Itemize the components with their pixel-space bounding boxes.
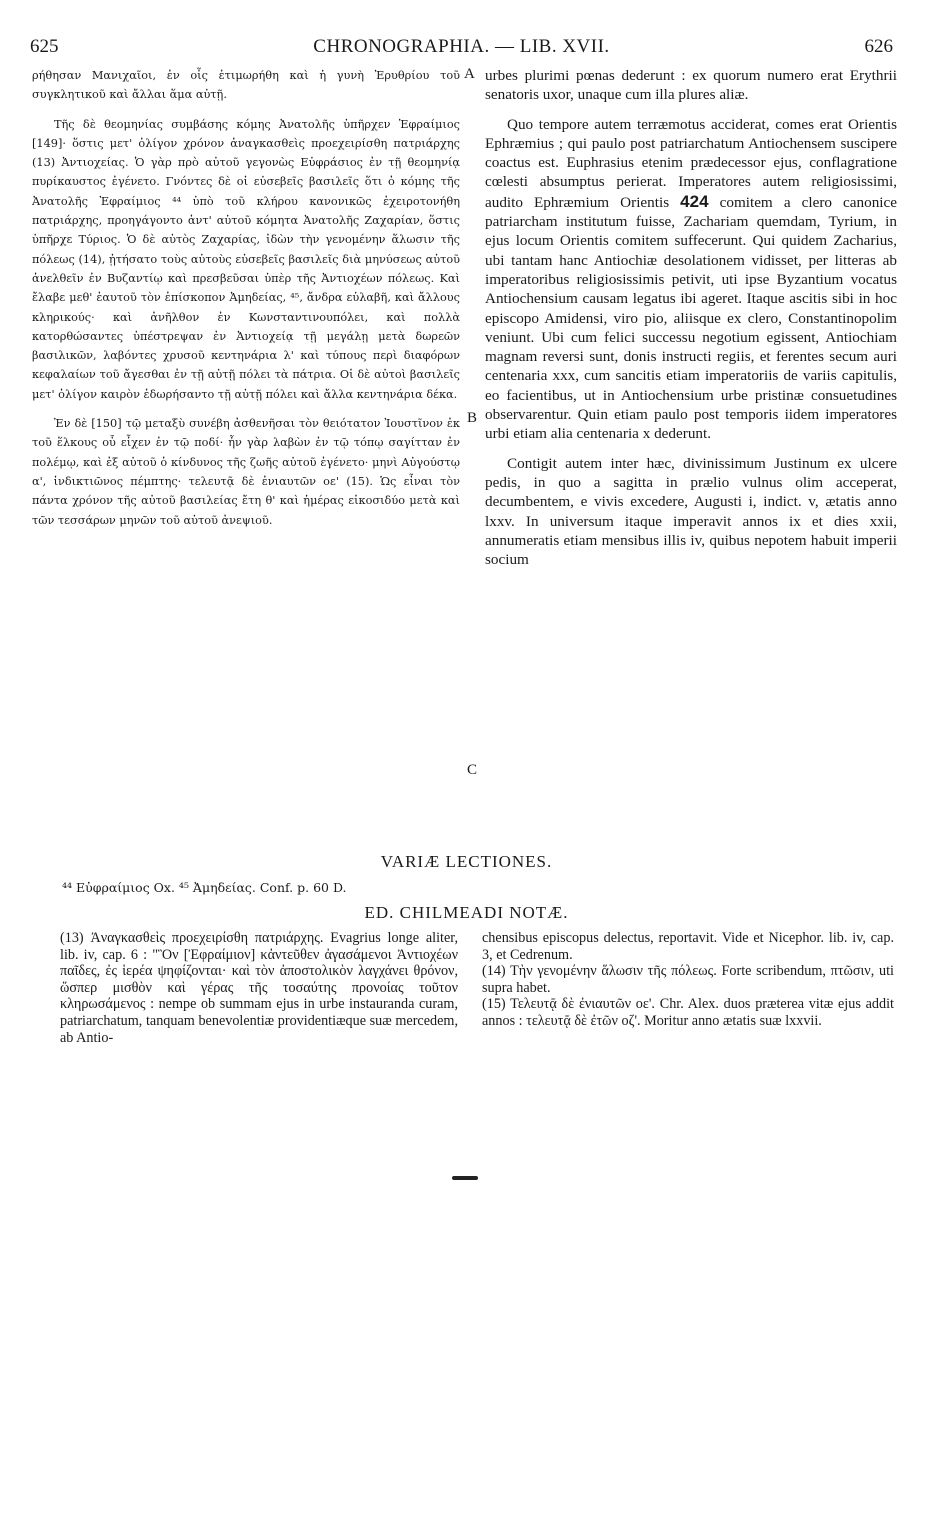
greek-text-column bbox=[32, 66, 460, 540]
running-title: CHRONOGRAPHIA. — LIB. XVII. bbox=[313, 36, 610, 57]
notes-right-column bbox=[482, 930, 894, 1030]
margin-marker-b: B bbox=[467, 410, 478, 426]
margin-marker-c: C bbox=[467, 762, 478, 778]
latin-paragraph-2-start: Quo tempore autem terræmotus acciderat, comes erat Orientis Ephræmius ; qui paulo post patriarchatum Antiochensem suscipere coactus est. Euphrasius etenim prædecessor ejus, conflagratione cœlesti absumptus perierat. Imperatores autem religiosissimi, audito Ephræmium Orientis bbox=[485, 115, 897, 211]
chilmeadi-notae-title: ED. CHILMEADI NOTÆ. bbox=[364, 903, 569, 922]
greek-paragraph-2: Τῆς δὲ θεομηνίας συμβάσης κόμης Ἀνατολῆς ὑπῆρχεν Ἐφραίμιος [149]· ὅστις μετ' ὀλίγον χρόνον ἀναγκασθεὶς προεχειρίσθη πατριάρχης (13) Ἀντιοχείας. Ὁ γὰρ πρὸ αὐτοῦ γεγονὼς Εὐφράσιος ἐν τῇ θεομηνίᾳ πυρίκαυστος ἐγένετο. Γνόντες δὲ οἱ εὐσεβεῖς βασιλεῖς ὅτι ὁ κόμης τῆς Ἀνατολῆς Ἐφραίμιος ⁴⁴ ὑπὸ τοῦ κλήρου κανονικῶς ἐχειροτονήθη πατριάρχης, προηγάγοντο ἀντ' αὐτοῦ κόμητα Ἀνατολῆς Ζαχαρίαν, ὅστις ὑπῆρχε Τύριος. Ὁ δὲ αὐτὸς Ζαχαρίας, ἰδὼν τὴν γενομένην ἅλωσιν τῆς πόλεως (14), ᾐτήσατο τοὺς αὐτοὺς εὐσεβεῖς βασιλεῖς διὰ μηνύσεως αὐτοῦ ἀνελθεῖν ἐν Βυζαντίῳ καὶ πρεσβεῦσαι ὑπὲρ τῆς Ἀντιοχέων πόλεως. Καὶ ἔλαβε μεθ' ἑαυτοῦ τὸν ἐπίσκοπον Ἀμηδείας, ⁴⁵, ἄνδρα εὐλαβῆ, καὶ ἄλλους κληρικούς· καὶ ἀνῆλθον ἐν Κωνσταντινουπόλει, καὶ πολλὰ κατορθώσαντες ὑπέστρεψαν ἐν Ἀντιοχείᾳ τῇ μεγάλῃ μετὰ δωρεῶν βασιλικῶν, λαβόντες χρυσοῦ κεντηνάρια λ' καὶ τύπους περὶ διαφόρων κεφαλαίων τοῦ ἄγεσθαι ἐν τῇ αὐτῇ πόλει τὰ πάτρια. Οἱ δὲ αὐτοὶ βασιλεῖς μετ' ὀλίγον καιρὸν ἐδωρήσαντο τῇ αὐτῇ πόλει καὶ ἄλλα κεντηνάρια δέκα. bbox=[32, 117, 460, 401]
latin-text-column bbox=[485, 66, 897, 579]
latin-paragraph-1: urbes plurimi pœnas dederunt : ex quorum numero erat Erythrii senatoris uxor, unaque cum illa plures aliæ. bbox=[485, 67, 897, 104]
notes-left-column bbox=[60, 930, 458, 1046]
note-13: (13) Ἀναγκασθεὶς προεχειρίσθη πατριάρχης. Evagrius longe aliter, lib. iv, cap. 6 : "Ὃν [Ἐφραίμιον] κἀντεῦθεν ἀγασάμενοι Ἀντιοχέων παῖδες, ἐς ἱερέα ψηφίζονται· καὶ τὸν ἀποστολικὸν λαγχάνει θρόνον, ὥσπερ μισθὸν καὶ γέρας τῆς τοσαύτης προνοίας τοῦτον κληρωσάμενος : nempe ob summam ejus in urbe instauranda curam, patriarchatum, tanquam benevolentiæ providentiæque suæ mercedem, ab Antio- bbox=[60, 930, 458, 1046]
latin-paragraph-3: Contigit autem inter hæc, divinissimum Justinum ex ulcere pedis, in quo a sagitta in prælio vulnus olim acceperat, decumbentem, e vivis excedere, Augusti i, indict. v, ætatis anno lxxv. In universum itaque imperavit annos ix et dies xxii, annumeratis etiam mensibus illis iv, quibus nepotem habuit imperii socium bbox=[485, 454, 897, 569]
note-15: (15) Τελευτᾷ δὲ ἐνιαυτῶν οε'. Chr. Alex. duos præterea vitæ ejus addit annos : τελευτᾷ δὲ ἐτῶν οζ'. Moritur anno ætatis suæ lxxvii. bbox=[482, 996, 894, 1029]
note-13-continued: chensibus episcopus delectus, reportavit. Vide et Nicephor. lib. iv, cap. 3, et Cedrenum. bbox=[482, 930, 894, 963]
page-number-right: 626 bbox=[864, 36, 893, 57]
variae-lectiones-text: ⁴⁴ Εὐφραίμιος Ox. ⁴⁵ Ἀμηδείας. Conf. p. 60 D. bbox=[62, 880, 347, 895]
latin-paragraph-2-end: comitem a clero canonice patriarcham institutum fuisse, Zachariam quemdam, Tyrium, in ejus locum Orientis comitem suffecerunt. Qui quidem Zacharius, ubi tantam hanc Antiochiæ desolationem vidisset, per litteras ab imperatoribus religiosissimis petivit, uti ipse Byzantium vocatus Antiochensium causam legatus ibi ageret. Itaque ascitis sibi in hoc episcopo Amidensi, viro pio, aliisque ex clero, Constantinopolim veniunt. Ubi cum felici successu negotium egissent, Antiochiam magnam reversi sunt, donis instructi regiis, et ferentes secum auri centenaria xxx, cum sancitis etiam imperatoriis de variis capitulis, eo facientibus, ut in Antiochensium urbe pristinæ consuetudines observarentur. Quin etiam paulo post temporis iidem imperatores urbi etiam alia centenaria x dederunt. bbox=[485, 193, 897, 443]
latin-paragraph-2 bbox=[485, 115, 897, 444]
inline-page-number: 424 bbox=[680, 191, 709, 211]
greek-paragraph-3: Ἐν δὲ [150] τῷ μεταξὺ συνέβη ἀσθενῆσαι τὸν θειότατον Ἰουστῖνον ἐκ τοῦ ἕλκους οὗ εἶχεν ἐν τῷ ποδί· ἦν γὰρ λαβὼν ἐν τῷ τόπῳ σαγίτταν ἐν πολέμῳ, καὶ ἐξ αὐτοῦ ὁ κίνδυνος τῆς ζωῆς αὐτοῦ ἐγένετο· μηνὶ Αὐγούστῳ α', ἰνδικτιῶνος πέμπτης· τελευτᾷ δὲ ἐνιαυτῶν οε' (15). Ὡς εἶναι τὸν πάντα χρόνον τῆς αὐτοῦ βασιλείας ἔτη θ' καὶ ἡμέρας εἰκοσιδύο μετὰ καὶ τῶν τεσσάρων μηνῶν τοῦ αὐτοῦ ἀνεψιοῦ. bbox=[32, 417, 460, 527]
note-14: (14) Τὴν γενομένην ἅλωσιν τῆς πόλεως. Forte scribendum, πτῶσιν, uti supra habet. bbox=[482, 963, 894, 996]
margin-marker-a: A bbox=[464, 66, 475, 82]
end-ornament bbox=[452, 1176, 478, 1180]
variae-lectiones-title: VARIÆ LECTIONES. bbox=[380, 852, 553, 871]
running-header bbox=[30, 36, 893, 60]
greek-paragraph-1: ρήθησαν Μανιχαῖοι, ἐν οἷς ἐτιμωρήθη καὶ ἡ γυνὴ Ἐρυθρίου τοῦ συγκλητικοῦ καὶ ἄλλαι ἅμα αὐτῇ. bbox=[32, 69, 460, 102]
page-number-left: 625 bbox=[30, 36, 59, 57]
